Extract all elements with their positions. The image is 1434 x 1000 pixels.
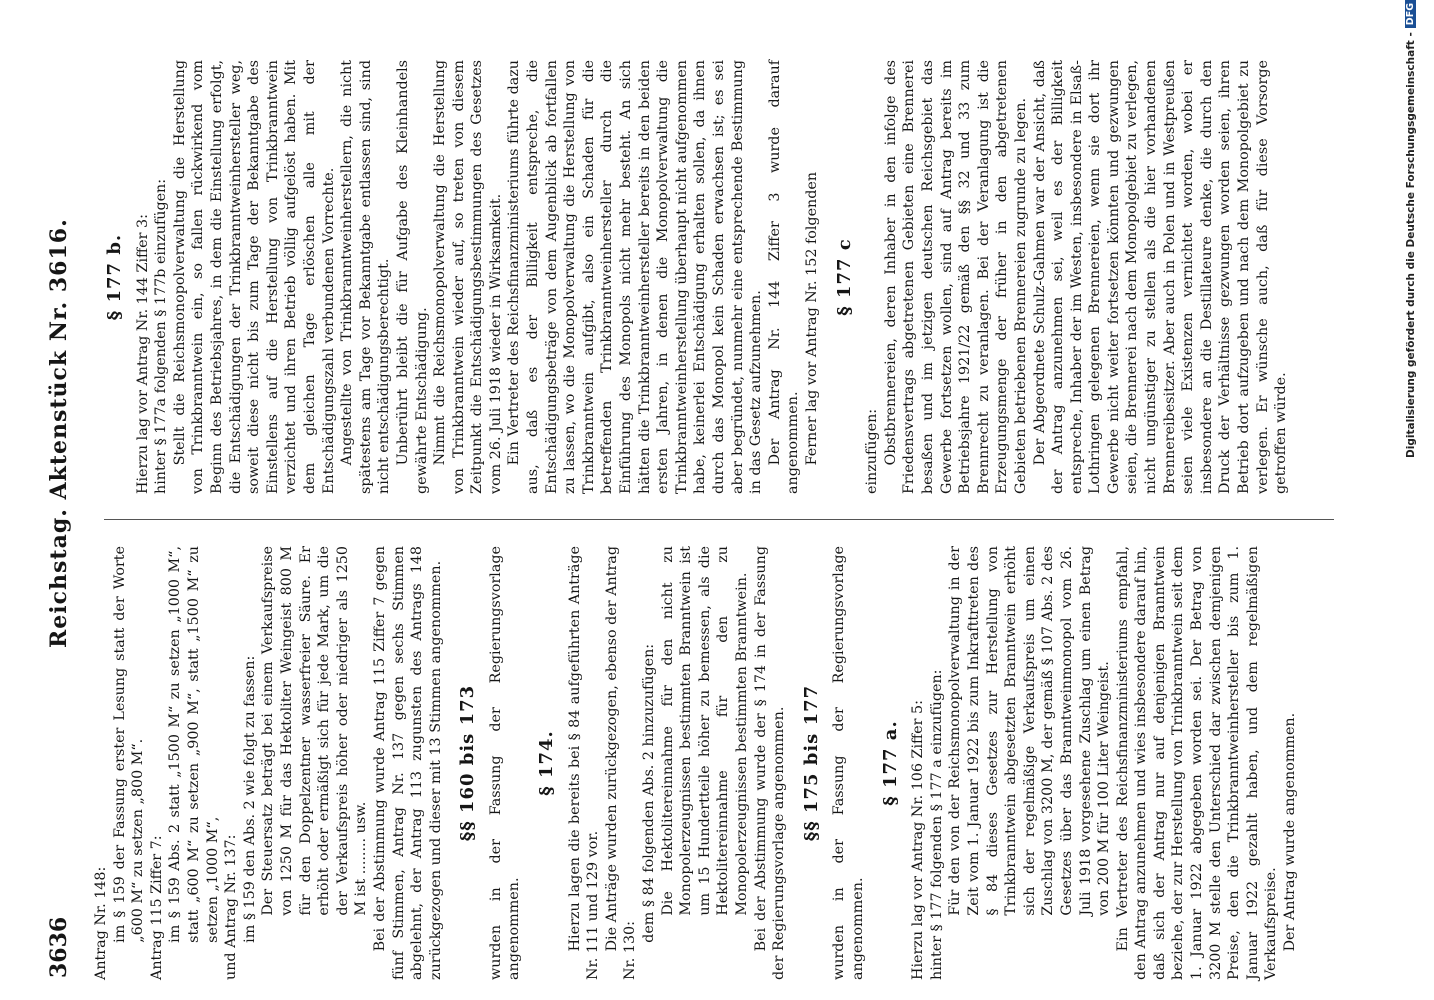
paragraph: Der Antrag Nr. 144 Ziffer 3 wurde darauf angenommen. (766, 60, 802, 494)
paragraph: Ferner lag vor Antrag Nr. 152 folgenden (803, 171, 820, 466)
paragraph: im § 159 den Abs. 2 wie folgt zu fassen: (241, 655, 258, 943)
quoted-paragraph: Stellt die Reichsmonopolverwaltung die Herstellung von Trinkbranntwein ein, so fallen rückwirkend vom Beginn des Betriebsjahres, in dem die Einstellung erfolgt, die Entschädigungen der Trinkbranntweinhersteller weg, soweit diese nicht bis zum Tage der Bekanntgabe des Einstellens auf die Herstellung von Trinkbranntwein verzichtet und ihren Betrieb völlig aufgelöst haben. Mit dem gleichen Tage erlöschen alle mit der Entschädigungszahl verbundenen Vorrechte. (171, 60, 337, 494)
page-header (46, 22, 76, 978)
paragraph: im § 159 Abs. 2 statt „1500 M“ zu setzen „1000 M“, statt „600 M“ zu setzen „900 M“, statt „1500 M“ zu setzen „1000 M“, (167, 546, 221, 943)
quoted-paragraph: Unberührt bleibt die für Aufgabe des Kleinhandels gewährte Entschädigung. (394, 60, 430, 494)
paragraph: im § 159 der Fassung erster Lesung statt der Worte „600 M“ zu setzen „800 M“. (111, 546, 147, 943)
paragraph: und Antrag Nr. 137: (223, 834, 240, 980)
paragraph: Ein Vertreter des Reichsfinanzministeriums empfahl, den Antrag anzunehmen und wies insbesondere darauf hin, daß sich der Antrag nur auf denjenigen Branntwein beziehe, der zur Herstellung von Trinkbranntwein seit dem 1. Januar 1922 abgegeben worden sei. Der Betrag von 3200 M stelle den Unterschied dar zwischen demjenigen Preise, den die Trinkbranntweinhersteller bis zum 1. Januar 1922 gezahlt haben, und dem regelmäßigen Verkaufspreise. (1114, 546, 1280, 980)
paragraph: Bei der Abstimmung wurde Antrag 115 Ziffer 7 gegen fünf Stimmen, Antrag Nr. 137 gegen sechs Stimmen abgelehnt, der Antrag 113 zugunsten des Antrags 148 zurückgezogen und dieser mit 13 Stimmen angenommen. (371, 546, 444, 980)
paragraph: Hierzu lag vor Antrag Nr. 106 Ziffer 5: (910, 700, 927, 980)
paragraph: Der Antrag wurde angenommen. (1282, 712, 1299, 952)
quoted-paragraph: Nimmt die Reichsmonopolverwaltung die Herstellung von Trinkbranntwein wieder auf, so treten von diesem Zeitpunkt die Entschädigungsbestimmungen des Gesetzes vom 26. Juli 1918 wieder in Wirksamkeit. (432, 60, 504, 494)
section-heading: § 177 c (833, 238, 855, 316)
paragraph: Ein Vertreter des Reichsfinanzministeriums führte dazu aus, daß es der Billigkeit entspreche, die Entschädigungsbeträge von dem Augenblick ab fortfallen zu lassen, wo die Monopolverwaltung die Herstellung von Trinkbranntwein aufgibt, also ein Schaden für die betreffenden Trinkbranntweinhersteller durch die Einführung des Monopols nicht mehr besteht. An sich hätten die Trinkbranntweinhersteller bereits in den beiden ersten Jahren, in denen die Monopolverwaltung die Trinkbranntweinherstellung überhaupt nicht aufgenommen habe, keinerlei Entschädigung erhalten sollen, da ihnen durch das Monopol kein Schaden erwachsen ist; es sei aber begründet, nunmehr eine entsprechende Bestimmung in das Gesetz aufzunehmen. (506, 60, 765, 494)
paragraph: Antrag 115 Ziffer 7: (148, 835, 165, 980)
paragraph: hinter § 177 folgenden § 177 a einzufügen: (928, 669, 945, 980)
quoted-paragraph: Angestellte von Trinkbranntweinherstellern, die nicht spätestens am Tage vor Bekanntgabe entlassen sind, sind nicht entschädigungsberechtigt. (339, 60, 393, 494)
paragraph: Hierzu lagen die bereits bei § 84 aufgeführten Anträge Nr. 111 und 129 vor. (566, 546, 602, 980)
page-number: 3636 (46, 916, 72, 978)
paragraph: Die Anträge wurden zurückgezogen, ebenso der Antrag Nr. 130: (603, 546, 639, 980)
section-heading: §§ 160 bis 173 (457, 684, 479, 842)
page-title: Reichstag. Aktenstück Nr. 3616. (46, 218, 72, 648)
paragraph: dem § 84 folgenden Abs. 2 hinzuzufügen: (641, 643, 658, 943)
paragraph: wurden in der Fassung der Regierungsvorlage angenommen. (831, 546, 866, 980)
section-heading: § 177 b. (104, 233, 125, 321)
paragraph: Antrag Nr. 148: (93, 866, 109, 980)
right-column (92, 60, 1291, 494)
left-column (92, 546, 1300, 980)
paragraph: Der Abgeordnete Schulz-Gahmen war der Ansicht, daß der Antrag anzunehmen sei, weil es der Billigkeit entspreche, Inhaber der im Westen, insbesondere in Elsaß-Lothringen gelegenen Brennereien, wenn sie dort ihr Gewerbe nicht weiter fortsetzen könnten und gezwungen seien, die Brennerei nach dem Monopolgebiet zu verlegen, nicht ungünstiger zu stellen als die hier vorhandenen Brennereibesitzer. Aber auch in Polen und in Westpreußen seien viele Existenzen vernichtet worden, wobei er insbesondere an die Destillateure denke, die durch den Druck der Verhältnisse gezwungen worden seien, ihren Betrieb dort aufzugeben und nach dem Monopolgebiet zu verlegen. Er wünsche auch, daß für diese Vorsorge getroffen würde. (1031, 60, 1290, 494)
quoted-paragraph: Obstbrennereien, deren Inhaber in den infolge des Friedensvertrags abgetretenen Gebieten eine Brennerei besaßen und im jetzigen deutschen Reichsgebiet das Gewerbe fortsetzen wollen, sind auf Antrag bereits im Betriebsjahre 1921/22 gemäß den §§ 32 und 33 zum Brennrecht zu veranlagen. Bei der Veranlagung ist die Erzeugungsmenge der früher in den abgetretenen Gebieten betriebenen Brennereien zugrunde zu legen. (882, 60, 1029, 494)
section-heading: §§ 175 bis 177 (800, 684, 822, 842)
column-divider (104, 519, 1334, 520)
quoted-paragraph: Der Steuersatz beträgt bei einem Verkaufspreise von 1250 M für das Hektoliter Weingeist 800 M für den Doppelzentner wasserfreier Säure. Er erhöht oder ermäßigt sich für jede Mark, um die der Verkaufspreis höher oder niedriger als 1250 M ist ........ usw. (260, 546, 370, 916)
quoted-paragraph: Die Hektolitereinnahme für den nicht zu Monopolerzeugnissen bestimmten Branntwein ist um 15 Hundertteile höher zu bemessen, als die Hektolitereinnahme für den zu Monopolerzeugnissen bestimmten Branntwein. (659, 546, 750, 916)
credit-text: Digitalisierung gefördert durch die Deutsche Forschungsgemeinschaft - (1405, 32, 1417, 458)
paragraph: hinter § 177a folgenden § 177b einzufügen: (153, 178, 170, 494)
dfg-logo: DFG (1405, 0, 1416, 28)
paragraph: Hierzu lag vor Antrag Nr. 144 Ziffer 3: (134, 214, 151, 494)
section-heading: § 177 a. (879, 720, 901, 806)
paragraph: Bei der Abstimmung wurde der § 174 in der Fassung der Regierungsvorlage angenommen. (752, 546, 788, 980)
paragraph: einzufügen: (864, 408, 881, 494)
quoted-paragraph: Für den von der Reichsmonopolverwaltung in der Zeit vom 1. Januar 1922 bis zum Inkrafttreten des § 84 dieses Gesetzes zur Herstellung von Trinkbranntwein abgesetzten Branntwein erhöht sich der regelmäßige Verkaufspreis um einen Zuschlag von 3200 M, der gemäß § 107 Abs. 2 des Gesetzes über das Branntweinmonopol vom 26. Juli 1918 vorgesehene Zuschlag um einen Betrag von 200 M für 100 Liter Weingeist. (947, 546, 1113, 916)
section-heading: § 174. (536, 730, 558, 796)
paragraph: wurden in der Fassung der Regierungsvorlage angenommen. (487, 546, 523, 980)
digitization-credit (1405, 0, 1425, 1000)
